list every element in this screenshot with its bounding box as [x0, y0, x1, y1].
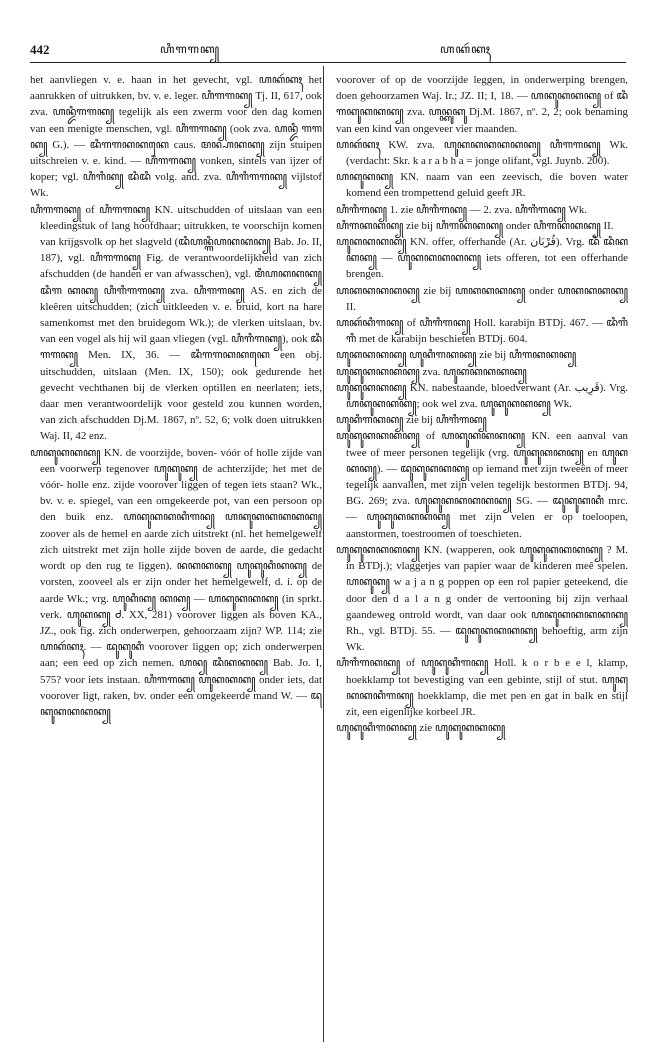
- header-rule: [30, 62, 626, 63]
- page-number: 442: [30, 42, 50, 57]
- dictionary-entry: ꦲꦸꦏꦶꦒꦏꦏ꧀ zie bij ꦲꦶꦒꦶꦒꦏ꧀: [336, 414, 487, 427]
- dictionary-entry: ꦲꦏꦸꦏꦏꦏ꧀ KN. de voorzijde, boven- vóór of holle zijde van een voorwerp tegenover ꦲꦸꦏꦸꦏ꧀ de achterzijde; het met de vóór- holle enz. zijde voorover liggen of tegen iets staan? Wk., bv. v. e. spiegel, van een omgekeerde pot, van een persoon op den buik enz. ꦲꦏꦸꦏꦏꦏꦶꦒꦤ꧀ ꦲꦏꦸꦏꦏꦏꦏꦏ꧀ zoover als de hemel en aarde zich uitstrekt (nl. het hemelgewelf zich uitstrekt met zijn holle zijde boven de aarde, die gedacht wordt op den rug te liggen). ꦤꦏꦏꦏ꧀ ꦲꦸꦏꦸꦏꦶꦏꦏ꧀ de vorsten, zooveel als er zijn onder het hemelgewelf, d. i. op de aarde Wk.; vrg. ꦲꦸꦏꦶꦏ꧀ ꦏꦏ꧀ — ꦲꦏꦸꦏꦏꦏ꧀ (in sprkt. verk. ꦲꦸꦏꦏ꧀ Ꮷ. XX, 281) voorover liggen als boven KA., JZ., ook fig. zich onderwerpen, gehoorzaam zijn? WP. 114; zie ꦲꦏꦂꦏꦃ. — ꦢꦸꦏꦸꦏꦶ voorover liggen op; zich onderwerpen aan; een eed op zich nemen. ꦲꦤ꧀ ꦢꦶꦏꦏꦏ꧀ Bab. Jo. I, 575? voor iets instaan. ꦲꦶꦒꦒꦏ꧀ ꦲꦸꦏꦏꦏ꧀ onder iets, dat voorover ligt, raken, bv. onder een omgekeerde mand W. — ꦢꦸꦏꦸꦏꦏꦏꦏ꧀: [30, 446, 322, 718]
- dictionary-entry: ꦲꦏꦸꦏꦏ꧀ KN. naam van een zeevisch, die boven water komend een trompettend geluid geeft JR.: [336, 171, 628, 200]
- dictionary-entry: het aanvliegen v. e. haan in het gevecht, vgl. ꦲꦏꦂꦏꦃ het aanrukken of uitrukken, bv. v. e. leger. ꦲꦶꦒꦒꦏ꧀ Tj. II, 617, ook zva. ꦲꦤ꧀ꦢꦶꦒꦒꦏ꧀ tegelijk als een zwerm voor den dag komen van een menigte menschen, vgl. ꦲꦶꦒꦒꦏ꧀ (ook zva. ꦲꦤ꧀ꦢꦶ ꦒꦒꦏ꧀ G.). — ꦢꦶꦒꦒꦏꦏꦏꦺ caus. ꦩꦤ꧀ꦲꦏꦏ꧀ zijn stuipen uitschreien v. e. kind. — ꦲꦶꦒꦒꦏ꧀ vonken, sintels van ijzer of koper; vgl. ꦲꦶꦒꦶꦏ꧀ ꦢꦶꦢꦶ volg. and. zva. ꦲꦶꦒꦶꦒꦒꦏ꧀ vijlstof Wk.: [30, 74, 322, 200]
- dictionary-entry: ꦲꦏꦂꦏꦶꦒꦏ꧀ of ꦲꦶꦒꦶꦒꦏ꧀ Holl. karabijn BTDj. 467. — ꦢꦶꦒꦶꦒꦶ met de karabijn beschieten BTDj. 604.: [336, 317, 628, 346]
- dictionary-entry: ꦲꦏꦂꦏꦃ KW. zva. ꦲꦸꦏꦏꦏꦏꦏꦏ꧀ ꦲꦶꦒꦒꦏ꧀ Wk. (verdacht: Skr. k a r a b h a = jonge olifant, vgl. Juynb. 200).: [336, 138, 628, 168]
- dictionary-entry: ꦲꦸꦏꦏꦏꦏ꧀ KN. offer, offerhande (Ar. قُرْبَان). Vrg. ꦢꦶ ꦢꦶꦏꦏꦏ꧀ — ꦲꦸꦏꦏꦏꦏꦏ꧀ iets offeren, tot een offerhande brengen.: [336, 236, 628, 281]
- dictionary-entry: voorover of op de voorzijde leggen, in onderwerping brengen, doen gehoorzamen Waj. Ir.; JZ. II; I, 18. — ꦲꦏꦸꦏꦏꦏ꧀ of ꦢꦶꦒꦏꦸꦏꦏꦏ꧀ zva. ꦲꦤ꧀ꦏꦸꦏꦸ Dj.M. 1867, nº. 2, 2; ook benaming van een kind van ongeveer vier maanden.: [336, 74, 628, 135]
- left-column: [30, 72, 322, 1042]
- dictionary-entry: ꦲꦸꦏꦸꦏꦶꦒꦏꦏ꧀ zie ꦲꦸꦏꦸꦏꦏꦏ꧀: [336, 722, 506, 735]
- dictionary-entry: ꦲꦸꦏꦏꦏꦏ꧀ ꦲꦸꦏꦶꦒꦏꦏ꧀ zie bij ꦲꦶꦒꦏꦏꦏ꧀: [336, 349, 577, 362]
- column-divider: [323, 66, 324, 1042]
- dictionary-entry: ꦲꦶꦒꦶꦒꦏ꧀ 1. zie ꦲꦶꦒꦶꦒꦏ꧀ — 2. zva. ꦲꦶꦒꦶꦒꦏ꧀ Wk.: [336, 203, 587, 216]
- dictionary-entry: ꦲꦸꦏꦸꦏꦏꦏꦏ꧀ of ꦲꦏꦸꦏꦏꦏꦏ꧀ KN. een aanval van twee of meer personen tegelijk (vrg. ꦲꦸꦏꦸꦏꦏꦏ꧀ en ꦲꦸꦏꦏꦏ꧀). — ꦢꦸꦏꦸꦏꦏꦏ꧀ op iemand met zijn tweeën of meer tegelijk aanvallen, met zijn velen tegelijk bestormen BTDj. 94, BG. 269; zva. ꦲꦸꦏꦸꦏꦏꦏꦏꦏ꧀ SG. — ꦢꦸꦏꦸꦏꦏꦶ mrc. — ꦲꦸꦏꦸꦏꦏꦏꦏ꧀ met zijn velen er op toeloopen, aanstormen, toestroomen of toeschieten.: [336, 430, 628, 540]
- dictionary-entry: ꦲꦏꦏꦏꦏꦏ꧀ zie bij ꦲꦏꦏꦏꦏ꧀ onder ꦲꦏꦏꦏꦏ꧀ II.: [336, 284, 628, 313]
- right-column: [336, 72, 628, 1042]
- dictionary-entry: ꦲꦸꦏꦸꦏꦏꦏ꧀ KN. nabestaande, bloedverwant (Ar. قَرِيب). Vrg. ꦲꦏꦸꦏꦏꦏ꧀; ook wel zva. ꦲꦸꦏꦸꦏꦏꦏ꧀ Wk.: [336, 381, 628, 411]
- dictionary-entry: ꦲꦸꦏꦸꦏꦏꦏꦏ꧀ KN. (wapperen, ook ꦲꦸꦏꦸꦏꦏꦏꦏ꧀ ? M. in BTDj.); vlaggetjes van papier waar de kinderen meê spelen. ꦲꦏꦸꦏ꧀ w a j a n g poppen op een rol papier geteekend, die door den d a l a n g onder de vertooning bij zijn verhaal gaandeweg ontrold wordt, van daar ook ꦲꦏꦸꦏꦏꦏꦏꦏ꧀ Rh., vgl. BTDj. 55. — ꦢꦸꦏꦸꦏꦏꦏꦏ꧀ behoeftig, arm zijn Wk.: [336, 543, 628, 654]
- running-header-left: ꦲꦶꦒꦒꦏ꧀: [160, 42, 221, 56]
- dictionary-entry: ꦲꦶꦒꦏꦏꦏ꧀ zie bij ꦲꦶꦒꦏꦏꦏ꧀ onder ꦲꦶꦒꦏꦏꦏ꧀ II.: [336, 219, 614, 232]
- running-header-right: ꦲꦏꦂꦏꦃ: [440, 42, 491, 56]
- dictionary-entry: ꦲꦶꦒꦶꦒꦏꦏ꧀ of ꦲꦸꦏꦸꦏꦶꦒꦏ꧀ Holl. k o r b e e l, klamp, hoekklamp tot bevestiging van een gebinte, stijl of stut. ꦲꦸꦏꦸꦏꦏꦏꦶꦒꦏ꧀ hoekklamp, die met pen en gat in balk en stijl zit, een eigenlijke korbeel JR.: [336, 657, 628, 718]
- dictionary-entry: ꦲꦶꦒꦒꦏ꧀ of ꦲꦶꦒꦒꦏ꧀ KN. uitschudden of uitslaan van een kleedingstuk of lang hoofdhaar; uitrukken, te voorschijn komen van krijgsvolk op het slagveld (ꦢꦶꦲꦤ꧀ꦒꦶꦲꦏꦏꦏ꧀ Bab. Jo. II, 187), vgl. ꦲꦶꦒꦒꦏ꧀ Fig. de verantwoordelijkheid van zich afschudden (de handen er van afwasschen), vgl. ꦩꦶꦲꦏꦏꦏ꧀ ꦢꦶꦒ ꦏꦏ꧀ ꦲꦶꦒꦶꦒꦒꦏ꧀ zva. ꦲꦶꦒꦒꦏ꧀ AS. en zich de kleêren uitschudden; (zich uitkleeden v. e. bruid, kort na hare samenkomst met den bruidegom Wk.); de vlerken uitslaan, bv. van een vogel als hij wil gaan vliegen (vgl. ꦲꦶꦒꦶꦒꦏ꧀), ook ꦢꦶꦒꦒꦏ꧀ Men. IX, 36. — ꦢꦶꦒꦒꦏꦏꦏꦺ een obj. uitschudden, uitslaan (Men. IX, 150); ook gedurende het gevecht vechthanen bij de vlerken optillen en neerlaten; iets, daar men verantwoordelijk voor gesteld zou kunnen worden, van zich afschudden Dj.M. 1867, nº. 52, 6; volk doen uitrukken Waj. II, 42 enz.: [30, 203, 322, 443]
- dictionary-entry: ꦲꦸꦏꦸꦏꦏꦏꦏ꧀ zva. ꦲꦸꦏꦏꦏꦏꦏ꧀: [336, 365, 527, 378]
